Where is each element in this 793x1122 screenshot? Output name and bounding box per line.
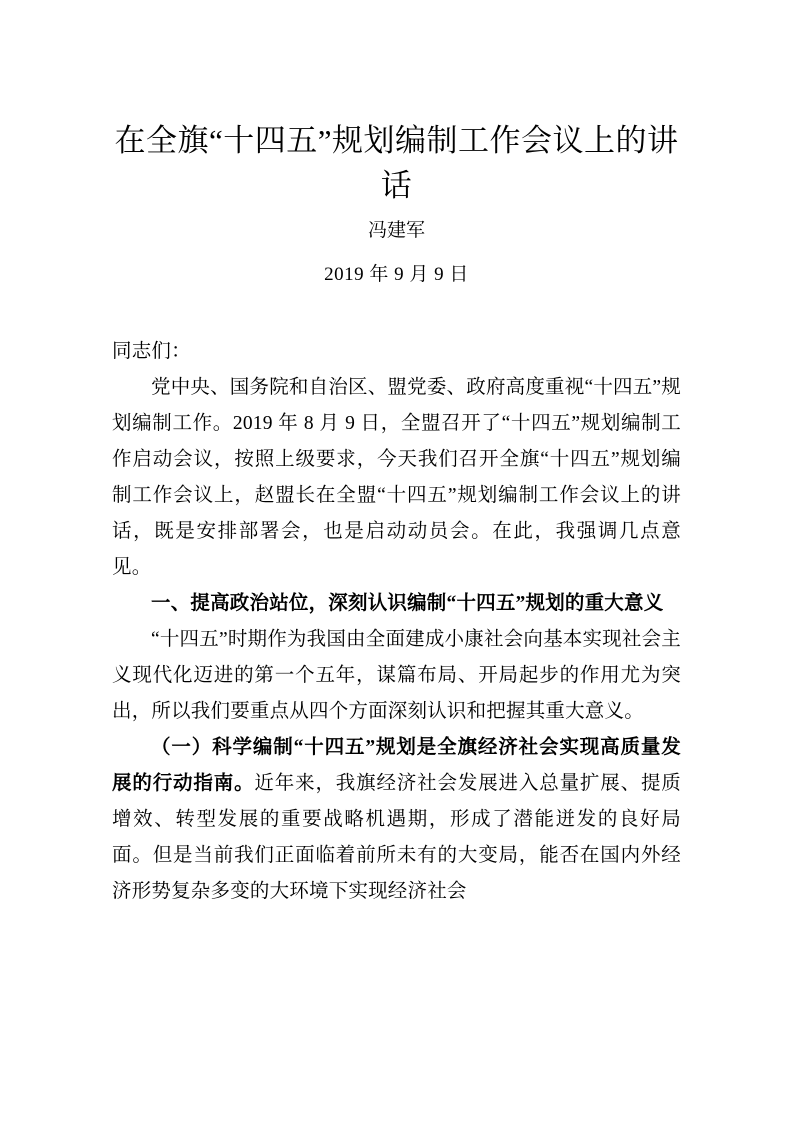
page-title: 在全旗“十四五”规划编制工作会议上的讲话 bbox=[114, 123, 679, 203]
paragraph-1: “十四五”时期作为我国由全面建成小康社会向基本实现社会主义现代化迈进的第一个五年，谋篇布局、开局起步的作用尤为突出，所以我们要重点从四个方面深刻认识和把握其重大意义。 bbox=[112, 629, 681, 722]
paragraph-salutation: 同志们： bbox=[112, 341, 191, 362]
document-date: 2019 年 9 月 9 日 bbox=[324, 264, 469, 285]
document-author: 冯建军 bbox=[367, 220, 425, 241]
document-body bbox=[112, 334, 681, 910]
paragraph-2-lead: （一）科学编制“十四五”规划是全旗经济社会实现高质量发展的行动指南。 bbox=[112, 737, 681, 794]
paragraph-opening: 党中央、国务院和自治区、盟党委、政府高度重视“十四五”规划编制工作。2019 年 8 月 9 日，全盟召开了“十四五”规划编制工作启动会议，按照上级要求，今天我们召开全旗“十四五”规划编制工作会议上，赵盟长在全盟“十四五”规划编制工作会议上的讲话，既是安排部署会，也是启动动员会。在此，我强调几点意见。 bbox=[112, 377, 681, 578]
paragraph-2-text: 近年来，我旗经济社会发展进入总量扩展、提质增效、转型发展的重要战略机遇期，形成了潜能迸发的良好局面。但是当前我们正面临着前所未有的大变局，能否在国内外经济形势复杂多变的大环境下实现经济社会 bbox=[112, 773, 682, 902]
section-heading-1: 一、提高政治站位，深刻认识编制“十四五”规划的重大意义 bbox=[151, 593, 664, 614]
paragraph-2 bbox=[112, 730, 681, 910]
